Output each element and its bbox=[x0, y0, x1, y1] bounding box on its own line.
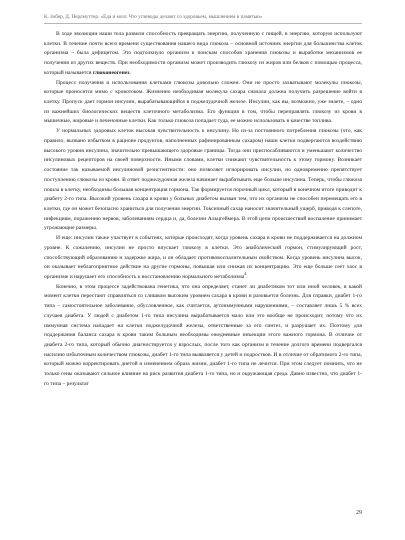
paragraph: И еще: инсулин также участвует в событиях, которые происходят, когда уровень сахара в крови не поддерживается на должном уровне. К сожалению, инсулин не просто впускает глюкозу в клетки. Это анаболический гормон, стимулирующий рост, способствующий образованию и задержке жира, и он обладает противовоспалительным свойством. Когда уровень инсулина высок, он оказывает неблагоприятное действие на другие гормоны, повышая или снижая их концентрацию. Это еще больше сеет хаос в организме и нарушает его способность к восстановлению нормального метаболизма$^4$. bbox=[44, 235, 362, 280]
paragraph: В ходе эволюции наши тела развили способность превращать энергию, полученную с пищей, в энергию, которую используют клетки. В течение почти всего времени существования нашего вида глюкоза – основной источник энергии для большинства клеток организма – была дефицитом. Это подтолкнуло организм к поискам способов хранения глюкозы и выработке механизмов ее получения из других веществ. При необходимости организм может производить глюкозу из жиров или белков с помощью процесса, который называется глюконеогенез. bbox=[44, 31, 362, 76]
header-rule bbox=[44, 23, 362, 24]
paragraph: Конечно, в этом процессе задействована генетика, что она определяет, станет ли диабетиком тот или иной человек, в какой момент клетки перестают справляться со слишком высоким уровнем сахара в крови и разовьется болезнь. Для справки, диабет 1-го типа – самостоятельное заболевание, обусловленное, как считается, аутоиммунными нарушениями, – составляет лишь 5 % всех случаев диабета. У людей с диабетом 1-го типа инсулина вырабатывается мало или это вообще не происходит, потому что их иммунная система нападает на клетки поджелудочной железы, ответственные за его синтез, и разрушает их. Поэтому для поддержания баланса сахара в крови таким больным необходимы ежедневные инъекции этого важного гормона. В отличие от диабета 2-го типа, который обычно диагностируется у взрослых, после того как организм в течение долгого времени подвергался насилию избыточным количеством глюкозы, диабет 1-го типа выявляется у детей и подростков. И в отличие от обратимого 2-го типа, который можно корректировать диетой и изменением образа жизни, диабет 1-го типа не лечится. При этом следует помнить, что не только гены оказывают сильное влияние на риск развития диабета 1-го типа, но и окружающая среда. Давно известно, что диабет 1-го типа – результат bbox=[44, 283, 362, 387]
page-number: 29 bbox=[356, 510, 362, 516]
main-text bbox=[44, 30, 362, 390]
term-gluconeogenesis: глюконеогенез bbox=[92, 69, 130, 76]
paragraph: У нормальных здоровых клеток высокая чувствительность к инсулину. Но из-за постоянного потребления глюкозы (что, как правило, вызвано избытком в рационе продуктов, наполненных рафинированным сахаром) наши клетки подвергаются воздействию высокого уровня инсулина, значительно превышающего здоровые границы. Тогда они приспосабливаются и уменьшают количество инсулиновых рецепторов на своей поверхности. Иными словами, клетки снижают чувствительность к этому гормону. Возникает состояние так называемой инсулиновой резистентности: оно позволяет игнорировать инсулин, но одновременно препятствует поступлению глюкозы из крови. В ответ поджелудочная железа начинает вырабатывать еще больше инсулина. Теперь, чтобы глюкоза пошла в клетку, необходимы большая концентрация гормона. Так формируется порочный цикл, который в конечном итоге приводит к диабету 2-го типа. Высокий уровень сахара в крови у больных диабетом вызван тем, что их организм не способен перемещать его в клетки, где он может безопасно храниться для получения энергии. Токсичный сахар наносит значительный ущерб, приводя к слепоте, инфекциям, поражению нервов, заболеваниям сердца и, да, болезни Альцгеймера. В этой цепи происшествий воспаление принимает угрожающие размеры. bbox=[44, 128, 362, 232]
paragraph: Процесс получения и использования клетками глюкозы довольно сложен. Они не просто захватывают молекулы глюкозы, которые проносятся мимо с кровотоком. Жизненно необходимая молекула сахара сначала должна получить разрешение войти в клетку. Пропуск дает гормон инсулин, вырабатывающийся в поджелудочной железе. Инсулин, как вы, возможно, уже знаете, – одно из важнейших биологических веществ клеточного метаболизма. Его функция в том, чтобы переправлять глюкозу из крови в мышечные, жировые и печеночные клетки. Как только глюкоза попадает туда, ее можно использовать в качестве топлива. bbox=[44, 79, 362, 125]
running-header: К. Зобер, Д. Перлмуттер. «Еда и мозг. Что углеводы делают со здоровьем, мышлением и памятью» bbox=[44, 14, 263, 20]
footnote-ref[interactable]: 4 bbox=[244, 270, 247, 276]
